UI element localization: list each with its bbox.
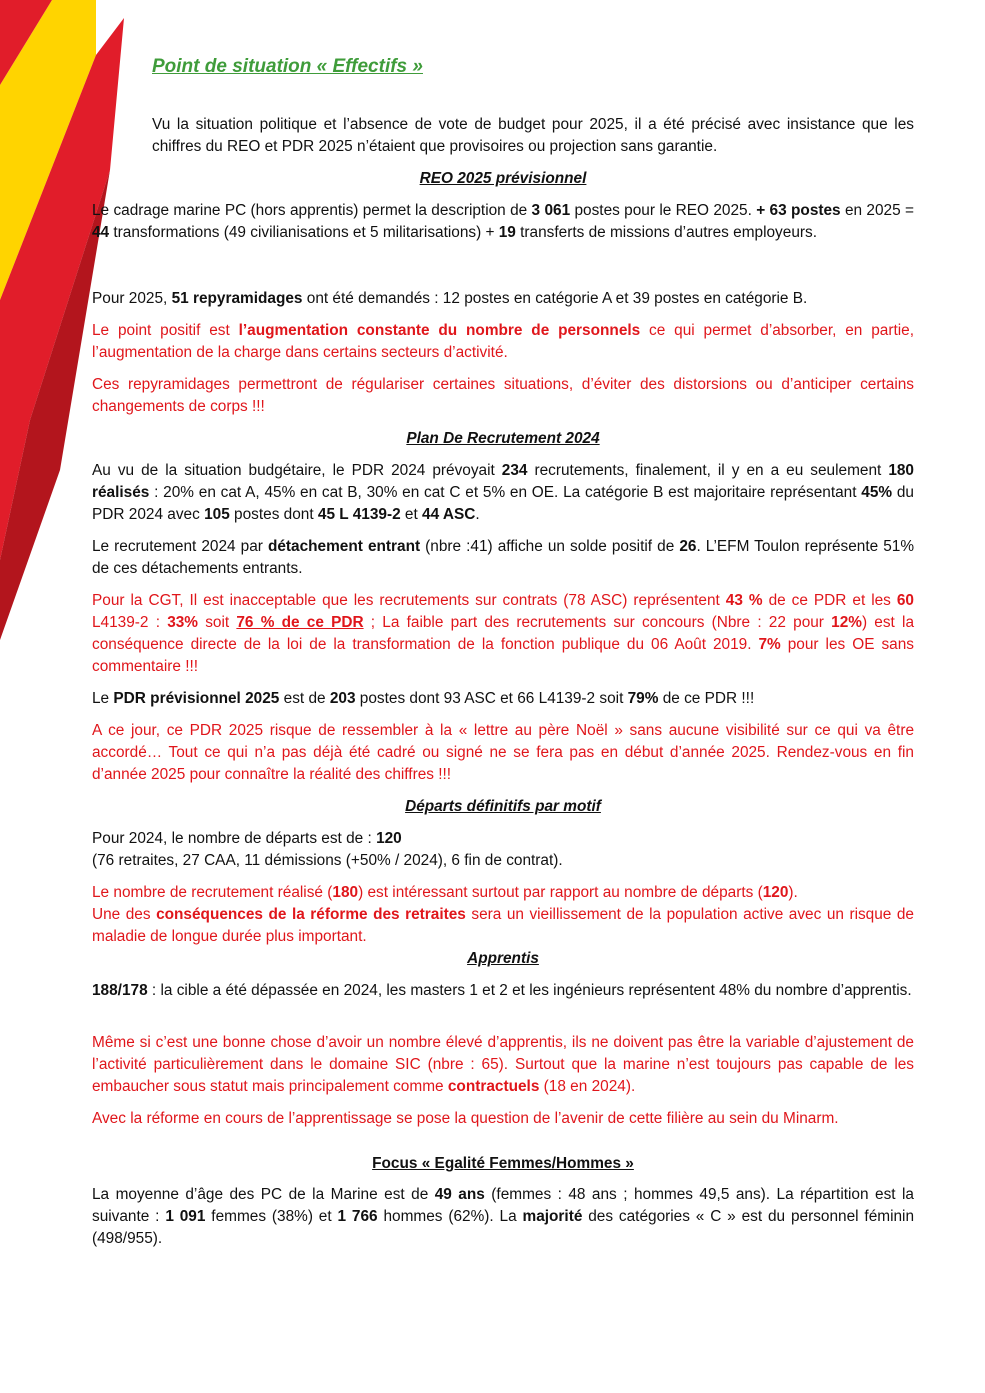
pdr-paragraph-2: Le recrutement 2024 par détachement entrant (nbre :41) affiche un solde positif de 26. L’EFM Toulon représente 51% de ces détachements entrants. bbox=[92, 538, 915, 577]
section-heading-departs: Départs définitifs par motif bbox=[405, 798, 601, 815]
departs-paragraph-1: Pour 2024, le nombre de départs est de : 120 (76 retraites, 27 CAA, 11 démissions (+50% / 2024), 6 fin de contrat). bbox=[92, 830, 563, 869]
apprentis-paragraph-1: 188/178 : la cible a été dépassée en 2024, les masters 1 et 2 et les ingénieurs représentent 48% du nombre d’apprentis. bbox=[92, 982, 912, 999]
intro-paragraph: Vu la situation politique et l’absence de vote de budget pour 2025, il a été précisé avec insistance que les chiffres du REO et PDR 2025 n’étaient que provisoires ou projection sans garantie. bbox=[152, 116, 914, 155]
reo-paragraph-2: Pour 2025, 51 repyramidages ont été demandés : 12 postes en catégorie A et 39 postes en catégorie B. bbox=[92, 290, 808, 307]
section-heading-egalite: Focus « Egalité Femmes/Hommes » bbox=[372, 1155, 634, 1172]
section-heading-apprentis: Apprentis bbox=[467, 950, 539, 967]
pdr-paragraph-1: Au vu de la situation budgétaire, le PDR 2024 prévoyait 234 recrutements, finalement, il y en a eu seulement 180 réalisés : 20% en cat A, 45% en cat B, 30% en cat C et 5% en OE. La catégorie B est majoritaire représentant 45% du PDR 2024 avec 105 postes dont 45 L 4139-2 et 44 ASC. bbox=[92, 462, 914, 523]
page-title: Point de situation « Effectifs » bbox=[152, 56, 423, 77]
section-heading-pdr: Plan De Recrutement 2024 bbox=[406, 430, 600, 447]
apprentis-paragraph-2: Même si c’est une bonne chose d’avoir un nombre élevé d’apprentis, ils ne doivent pas être la variable d’ajustement de l’activité particulièrement dans le domaine SIC (nbre : 65). Surtout que la marine n’est toujours pas capable de les embaucher sous statut mais principalement comme contractuels (18 en 2024). bbox=[92, 1034, 914, 1095]
pdr-paragraph-5: A ce jour, ce PDR 2025 risque de ressembler à la « lettre au père Noël » sans aucune visibilité sur ce qui va être accordé… Tout ce qui n’a pas déjà été cadré ou signé ne se fera pas en début d’année 2025. Rendez-vous en fin d’année 2025 pour connaître la réalité des chiffres !!! bbox=[92, 722, 914, 783]
reo-paragraph-3: Le point positif est l’augmentation constante du nombre de personnels ce qui permet d’absorber, en partie, l’augmentation de la charge dans certains secteurs d’activité. bbox=[92, 322, 914, 361]
reo-paragraph-1: Le cadrage marine PC (hors apprentis) permet la description de 3 061 postes pour le REO 2025. + 63 postes en 2025 = 44 transformations (49 civilianisations et 5 militarisations) + 19 transferts de missions d’autres employeurs. bbox=[92, 202, 915, 241]
reo-paragraph-4: Ces repyramidages permettront de régulariser certaines situations, d’éviter des distorsions ou d’anticiper certains changements de corps !!! bbox=[92, 376, 914, 415]
section-heading-reo: REO 2025 prévisionnel bbox=[419, 170, 587, 187]
apprentis-paragraph-3: Avec la réforme en cours de l’apprentissage se pose la question de l’avenir de cette filière au sein du Minarm. bbox=[92, 1110, 839, 1127]
pdr-paragraph-3: Pour la CGT, Il est inacceptable que les recrutements sur contrats (78 ASC) représentent 43 % de ce PDR et les 60 L4139-2 : 33% soit 76 % de ce PDR ; La faible part des recrutements sur concours (Nbre : 22 pour 12%) est la conséquence directe de la loi de la transformation de la fonction publique du 06 Août 2019. 7% pour les OE sans commentaire !!! bbox=[92, 592, 915, 675]
pdr-paragraph-4: Le PDR prévisionnel 2025 est de 203 postes dont 93 ASC et 66 L4139-2 soit 79% de ce PDR !!! bbox=[92, 690, 755, 707]
departs-paragraph-2: Le nombre de recrutement réalisé (180) est intéressant surtout par rapport au nombre de départs (120). Une des conséquences de la réforme des retraites sera un vieillissement de la population active avec un risque de maladie de longue durée plus important. bbox=[92, 884, 914, 945]
egalite-paragraph-1: La moyenne d’âge des PC de la Marine est de 49 ans (femmes : 48 ans ; hommes 49,5 ans). La répartition est la suivante : 1 091 femmes (38%) et 1 766 hommes (62%). La majorité des catégories « C » est du personnel féminin (498/955). bbox=[92, 1186, 915, 1247]
